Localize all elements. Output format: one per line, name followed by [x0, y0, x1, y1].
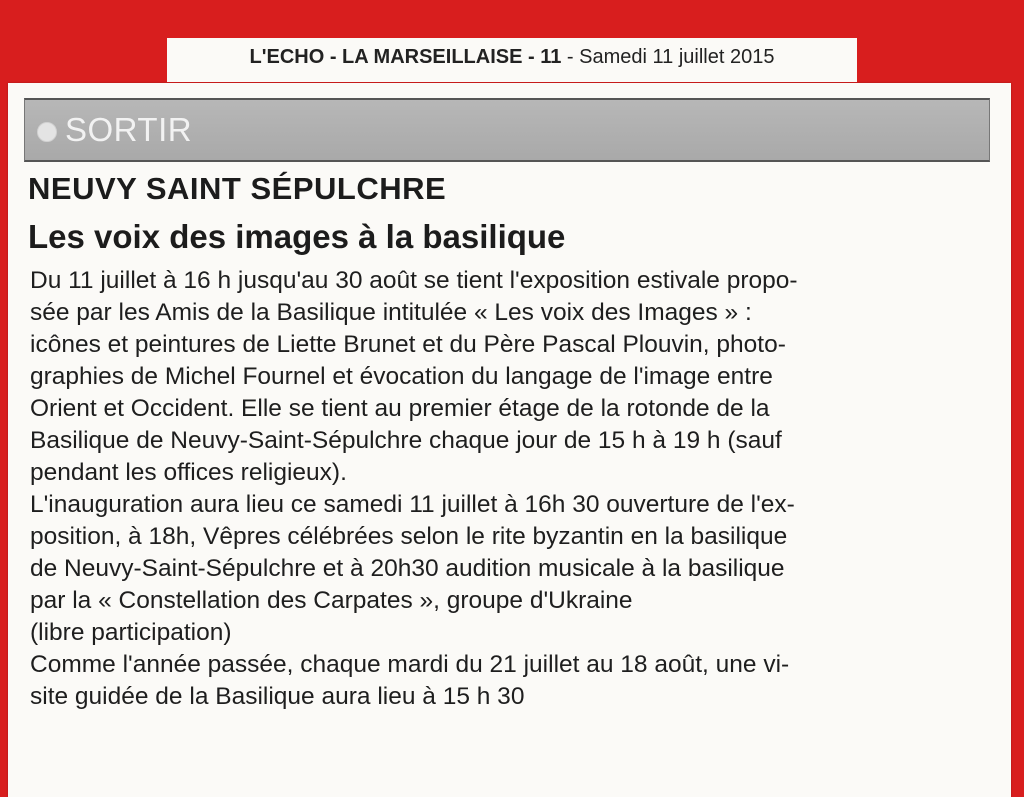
article-location: NEUVY SAINT SÉPULCHRE [28, 171, 447, 206]
body-line: de Neuvy-Saint-Sépulchre et à 20h30 audition musicale à la basilique [30, 555, 785, 582]
body-line: Orient et Occident. Elle se tient au premier étage de la rotonde de la [30, 395, 770, 422]
body-line: graphies de Michel Fournel et évocation du langage de l'image entre [30, 363, 773, 390]
bullet-icon [37, 122, 57, 142]
publication-date: Samedi 11 juillet 2015 [579, 46, 775, 68]
body-line: site guidée de la Basilique aura lieu à 15 h 30 [30, 683, 525, 710]
body-line: par la « Constellation des Carpates », groupe d'Ukraine [30, 587, 633, 614]
article-body [30, 265, 1000, 713]
article-headline: Les voix des images à la basilique [28, 218, 566, 255]
body-line: sée par les Amis de la Basilique intitulée « Les voix des Images » : [30, 299, 752, 326]
masthead [167, 38, 857, 82]
body-line: pendant les offices religieux). [30, 459, 347, 486]
section-title: SORTIR [65, 111, 193, 148]
body-line: Basilique de Neuvy-Saint-Sépulchre chaque jour de 15 h à 19 h (sauf [30, 427, 782, 454]
body-line: L'inauguration aura lieu ce samedi 11 juillet à 16h 30 ouverture de l'ex- [30, 491, 795, 518]
masthead-separator: - [561, 46, 580, 68]
body-line: (libre participation) [30, 619, 232, 646]
body-line: Du 11 juillet à 16 h jusqu'au 30 août se tient l'exposition estivale propo- [30, 267, 798, 294]
body-line: icônes et peintures de Liette Brunet et du Père Pascal Plouvin, photo- [30, 331, 786, 358]
section-header [24, 98, 990, 162]
publication-name: L'ECHO - LA MARSEILLAISE - 11 [249, 46, 562, 68]
body-line: Comme l'année passée, chaque mardi du 21 juillet au 18 août, une vi- [30, 651, 790, 678]
body-line: position, à 18h, Vêpres célébrées selon le rite byzantin en la basilique [30, 523, 788, 550]
